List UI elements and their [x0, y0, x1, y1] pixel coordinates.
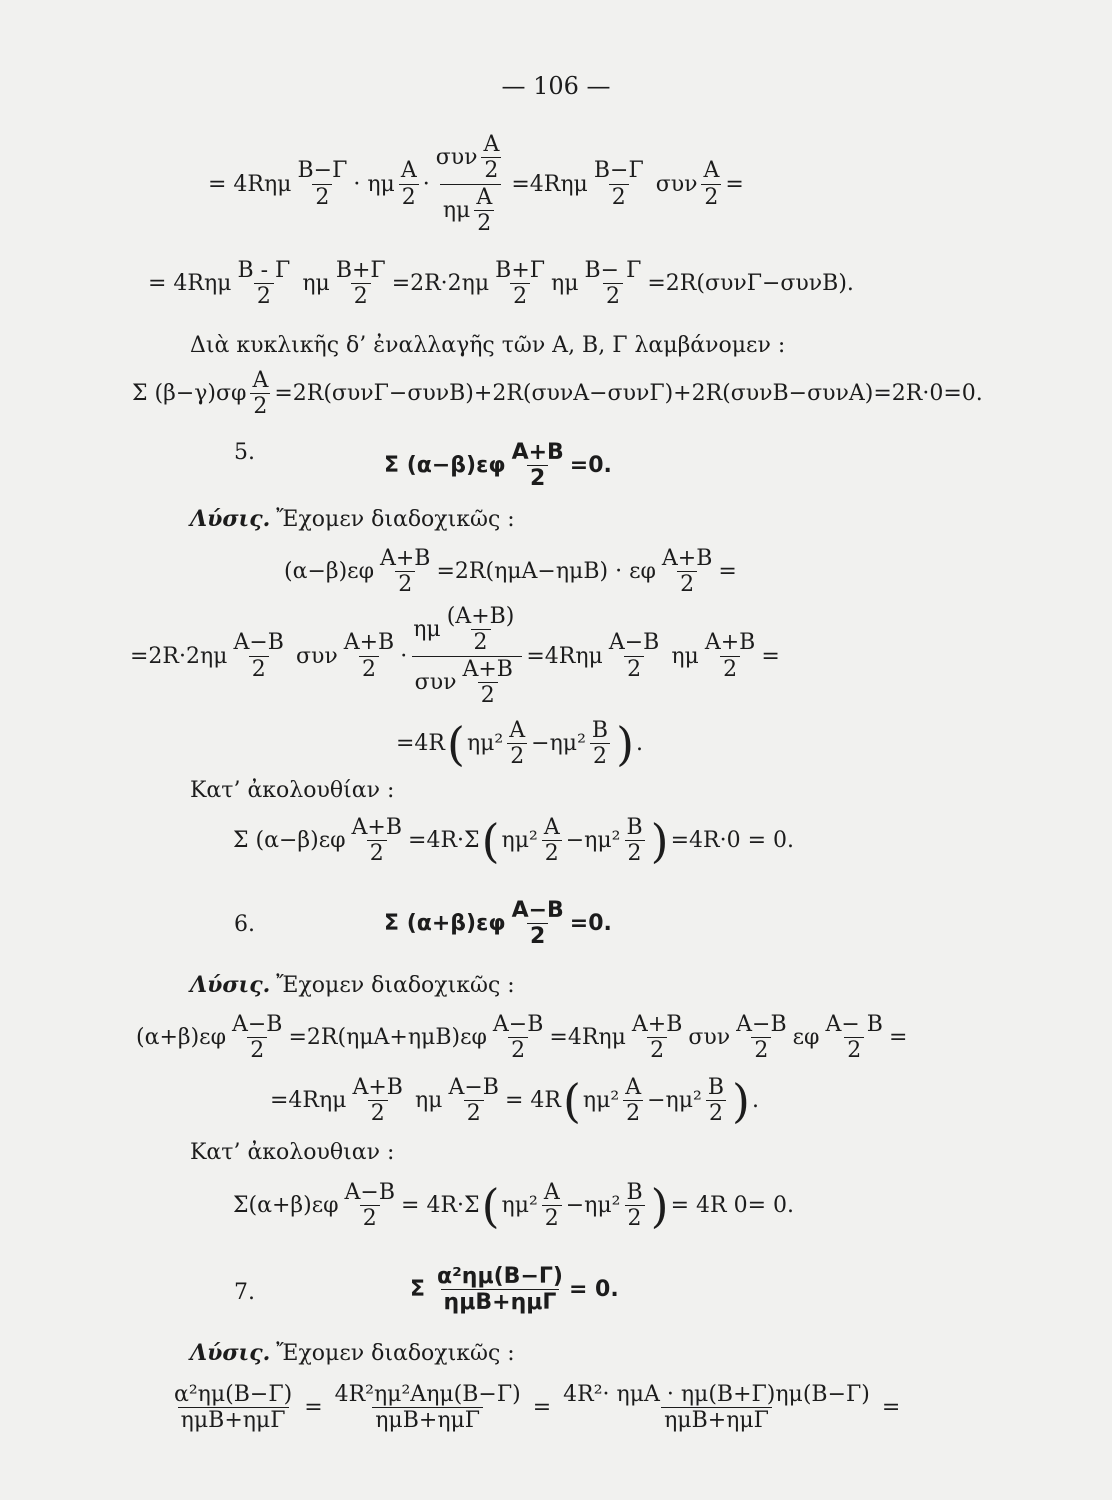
numerator: Β−Γ [297, 158, 348, 184]
numerator: Β [626, 815, 643, 840]
equation-5a [284, 546, 737, 598]
numerator: Α [625, 1075, 642, 1100]
denominator: 2 [542, 1205, 562, 1231]
denominator: 2 [527, 923, 548, 949]
eq-text: συν [688, 1025, 731, 1051]
numerator: Α+Β [379, 546, 431, 571]
numerator: Α+Β [631, 1012, 683, 1037]
eq-text: =2R(συνΓ−συνΒ)+2R(συνΑ−συνΓ)+2R(συνΒ−συνΑ)=2R·0=0. [274, 381, 983, 407]
denominator: 2 [844, 1037, 864, 1063]
numerator: Α [400, 158, 417, 184]
numerator: Α−Β [511, 898, 564, 923]
eq-text: =4R·Σ [408, 828, 480, 854]
problem-7-statement [410, 1264, 619, 1316]
eq-text: Σ (α−β)εφ [384, 453, 506, 479]
numerator: Β− Γ [584, 258, 642, 283]
eq-text: =2R(ημΑ+ημΒ)εφ [288, 1025, 487, 1051]
fraction [822, 1012, 885, 1064]
numerator: Β+Γ [335, 258, 386, 283]
fraction [606, 630, 663, 682]
denominator: 2 [706, 1100, 726, 1126]
numerator: 4R²· ημΑ · ημ(Β+Γ)ημ(Β−Γ) [563, 1382, 870, 1407]
numerator: Α−Β [608, 630, 660, 656]
eq-text: =2R·2ημ [130, 643, 228, 669]
denominator [440, 184, 501, 237]
fraction [234, 258, 293, 310]
left-paren: ( [481, 813, 500, 868]
numerator: Α−Β [231, 1012, 283, 1037]
eq-text: Σ (α+β)εφ [384, 911, 506, 937]
eq-text: =2R(συνΓ−συνΒ). [647, 271, 854, 297]
eq-text: = 4Rημ [208, 171, 292, 197]
denominator: 2 [507, 743, 527, 769]
eq-text: =4Rημ [511, 171, 588, 197]
numerator: Β - Γ [237, 258, 291, 283]
right-paren: ) [616, 716, 635, 771]
fraction [629, 1012, 686, 1064]
compound-fraction [433, 132, 509, 236]
fraction [294, 158, 350, 210]
eq-text: ημ [671, 643, 699, 669]
eq-text: =4Rημ [526, 643, 603, 669]
denominator: 2 [542, 840, 562, 866]
numerator: Α+Β [661, 546, 713, 571]
numerator: Β [707, 1075, 725, 1100]
eq-text: ημ² [501, 828, 538, 854]
solution-header-3 [190, 1340, 515, 1366]
numerator: Α−Β [344, 1180, 396, 1205]
eq-text: = [532, 1395, 552, 1421]
eq-text: −ημ² [565, 1193, 621, 1219]
denominator: 2 [623, 1100, 643, 1126]
solution-header-1 [190, 506, 515, 532]
fraction [349, 1075, 406, 1127]
eq-text: συν [435, 144, 478, 170]
equation-6b [270, 1075, 759, 1127]
eq-text: = 4R·Σ [401, 1193, 480, 1219]
numerator: Α [509, 718, 526, 743]
page-number: — 106 — [501, 72, 611, 100]
eq-text: = 0. [568, 1277, 619, 1303]
solution-label: Λύσις. [190, 1340, 271, 1366]
fraction [249, 368, 271, 420]
problem-7-number: 7. [234, 1280, 255, 1305]
eq-text: = [881, 1395, 901, 1421]
eq-text: =2R·2ημ [391, 271, 490, 297]
right-paren: ) [650, 1178, 669, 1233]
denominator: 2 [508, 1037, 528, 1063]
denominator: 2 [751, 1037, 771, 1063]
solution-header-2 [190, 972, 515, 998]
equation-line-1 [208, 132, 744, 236]
equation-5b [130, 604, 780, 708]
denominator: 2 [399, 184, 419, 210]
denominator: ημΒ+ημΓ [661, 1407, 772, 1433]
denominator: 2 [624, 656, 644, 682]
denominator: 2 [250, 393, 270, 419]
denominator: 2 [603, 283, 623, 309]
fraction [342, 1180, 399, 1232]
eq-text: ημ [442, 197, 471, 223]
numerator: Α [483, 132, 500, 157]
eq-text: Σ (β−γ)σφ [132, 381, 247, 407]
numerator: Α− Β [825, 1012, 883, 1037]
eq-text: =2R(ημΑ−ημΒ) · εφ [436, 559, 656, 585]
solution-text: Ἔχομεν διαδοχικῶς : [276, 506, 515, 532]
eq-text: = 4R 0= 0. [670, 1193, 794, 1219]
fraction [398, 158, 420, 210]
problem-5-statement [384, 440, 612, 492]
denominator: 2 [395, 571, 415, 597]
denominator: 2 [701, 184, 721, 210]
denominator: 2 [471, 629, 491, 655]
eq-text: ημ² [466, 731, 504, 757]
denominator: 2 [254, 283, 274, 309]
fraction [541, 815, 563, 867]
fraction [623, 815, 645, 867]
fraction [492, 258, 548, 310]
fraction [333, 258, 389, 310]
eq-text: · [422, 171, 430, 197]
right-paren: ) [650, 813, 669, 868]
numerator: Α [543, 815, 560, 840]
denominator: 2 [312, 184, 332, 210]
eq-text: = [761, 643, 780, 669]
eq-text: Σ (α−β)εφ [233, 828, 346, 854]
fraction [480, 132, 502, 184]
left-paren: ( [562, 1073, 581, 1128]
equation-6c [233, 1180, 794, 1232]
cyclic-text: Διὰ κυκλικῆς δ’ ἐναλλαγῆς τῶν Α, Β, Γ λαμβάνομεν : [190, 333, 786, 358]
eq-text: −ημ² [565, 828, 621, 854]
denominator: 2 [351, 283, 371, 309]
eq-text: = [718, 559, 737, 585]
fraction [490, 1012, 547, 1064]
solution-label: Λύσις. [190, 506, 271, 532]
eq-text: =4Rημ [270, 1088, 347, 1114]
equation-6a [136, 1012, 907, 1064]
left-paren: ( [481, 1178, 500, 1233]
eq-text: εφ [792, 1025, 820, 1051]
denominator: 2 [527, 465, 548, 491]
fraction [459, 657, 516, 709]
fraction [591, 158, 647, 210]
denominator: 2 [247, 1037, 267, 1063]
fraction [377, 546, 434, 598]
denominator: 2 [625, 840, 645, 866]
numerator: α²ημ(Β−Γ) [437, 1264, 563, 1289]
problem-5-number: 5. [234, 440, 255, 465]
right-paren: ) [732, 1073, 750, 1128]
denominator: 2 [590, 743, 610, 769]
fraction [733, 1012, 790, 1064]
fraction [341, 630, 398, 682]
fraction [509, 898, 567, 950]
numerator: Β [591, 718, 609, 743]
numerator: Β−Γ [593, 158, 644, 184]
numerator: Α+Β [511, 440, 564, 465]
numerator: Α+Β [704, 630, 756, 656]
eq-text: ημ [302, 271, 330, 297]
eq-text: ημ [413, 616, 441, 642]
fraction [700, 158, 722, 210]
compound-fraction [410, 604, 523, 708]
denominator: 2 [481, 157, 501, 183]
numerator [433, 132, 509, 184]
numerator: Α+Β [462, 656, 513, 682]
fraction [332, 1382, 524, 1434]
denominator: 2 [677, 571, 697, 597]
denominator: 2 [478, 682, 498, 708]
fraction [171, 1382, 295, 1434]
eq-text: −ημ² [531, 731, 586, 757]
numerator: Α+Β [351, 815, 403, 840]
eq-text: ημ² [501, 1193, 538, 1219]
fraction [705, 1075, 727, 1127]
numerator: Α [252, 368, 269, 393]
denominator: ημΒ+ημΓ [178, 1407, 289, 1433]
fraction [473, 185, 495, 237]
equation-5d [233, 815, 794, 867]
fraction [622, 1075, 644, 1127]
left-paren: ( [447, 716, 465, 771]
denominator: 2 [625, 1205, 645, 1231]
numerator: Β [626, 1180, 643, 1205]
denominator: ημΒ+ημΓ [372, 1407, 483, 1433]
numerator: Α+Β [352, 1075, 403, 1100]
eq-text: (α+β)εφ [136, 1025, 226, 1051]
numerator: Α [703, 158, 720, 184]
denominator: 2 [360, 1205, 380, 1231]
eq-text: · [400, 643, 408, 669]
eq-text: (α−β)εφ [284, 559, 374, 585]
denominator [412, 656, 522, 709]
problem-6-number: 6. [234, 912, 255, 937]
eq-text: =0. [569, 911, 612, 937]
fraction [506, 718, 528, 770]
fraction [349, 815, 406, 867]
numerator: Α [543, 1180, 560, 1205]
eq-text: · ημ [353, 171, 395, 197]
denominator: 2 [647, 1037, 667, 1063]
eq-text: ημ [551, 271, 579, 297]
solution-label: Λύσις. [190, 972, 271, 998]
eq-text: = 4R [504, 1088, 561, 1114]
eq-text: =4R·0 = 0. [670, 828, 794, 854]
problem-6-statement [384, 898, 612, 950]
fraction [589, 718, 611, 770]
denominator: 2 [367, 840, 387, 866]
denominator: ημΒ+ημΓ [441, 1289, 560, 1315]
eq-text: συν [414, 669, 457, 695]
numerator: Α+Β [343, 630, 395, 656]
numerator: Α−Β [233, 630, 284, 656]
eq-text: . [751, 1088, 759, 1114]
eq-text: Σ [410, 1277, 426, 1303]
eq-text: =4R [396, 731, 445, 757]
denominator: 2 [464, 1100, 484, 1126]
denominator: 2 [720, 656, 740, 682]
eq-text: συν [655, 171, 698, 197]
eq-text: =0. [569, 453, 612, 479]
equation-7a [168, 1382, 900, 1434]
numerator: Α−Β [736, 1012, 787, 1037]
eq-text: Σ(α+β)εφ [233, 1193, 339, 1219]
eq-text: ημ [414, 1088, 443, 1114]
solution-text: Ἔχομεν διαδοχικῶς : [276, 1340, 515, 1366]
eq-text: ημ² [582, 1088, 620, 1114]
numerator [410, 604, 523, 656]
denominator: 2 [510, 283, 530, 309]
eq-text: = [888, 1025, 908, 1051]
fraction [444, 604, 518, 656]
consequence-text-1: Κατ’ ἀκολουθίαν : [190, 778, 395, 803]
numerator: Β+Γ [495, 258, 546, 283]
fraction [702, 630, 759, 682]
consequence-text-2: Κατ’ ἀκολουθιαν : [190, 1140, 395, 1165]
eq-text: συν [295, 643, 338, 669]
denominator: 2 [359, 656, 379, 682]
denominator: 2 [368, 1100, 388, 1126]
numerator: α²ημ(Β−Γ) [174, 1382, 293, 1407]
fraction [509, 440, 567, 492]
eq-text: = [304, 1395, 323, 1421]
fraction [229, 1012, 286, 1064]
fraction [230, 630, 287, 682]
numerator: (Α+Β) [446, 604, 515, 629]
fraction [560, 1382, 873, 1434]
denominator: 2 [474, 210, 494, 236]
eq-text: −ημ² [647, 1088, 702, 1114]
equation-5c [396, 718, 643, 770]
eq-text: =4Rημ [549, 1025, 626, 1051]
numerator: Α−Β [448, 1075, 499, 1100]
fraction [434, 1264, 566, 1316]
fraction [659, 546, 716, 598]
fraction [445, 1075, 502, 1127]
denominator: 2 [609, 184, 629, 210]
eq-text: = [725, 171, 744, 197]
numerator: Α−Β [492, 1012, 544, 1037]
equation-line-2 [148, 258, 854, 310]
eq-text: = 4Rημ [148, 271, 232, 297]
eq-text: . [636, 731, 644, 757]
equation-line-3 [132, 368, 983, 420]
numerator: 4R²ημ²Αημ(Β−Γ) [334, 1382, 521, 1407]
fraction [582, 258, 645, 310]
numerator: Α [476, 184, 493, 210]
fraction [623, 1180, 645, 1232]
fraction [541, 1180, 563, 1232]
denominator: 2 [249, 656, 269, 682]
solution-text: Ἔχομεν διαδοχικῶς : [276, 972, 515, 998]
